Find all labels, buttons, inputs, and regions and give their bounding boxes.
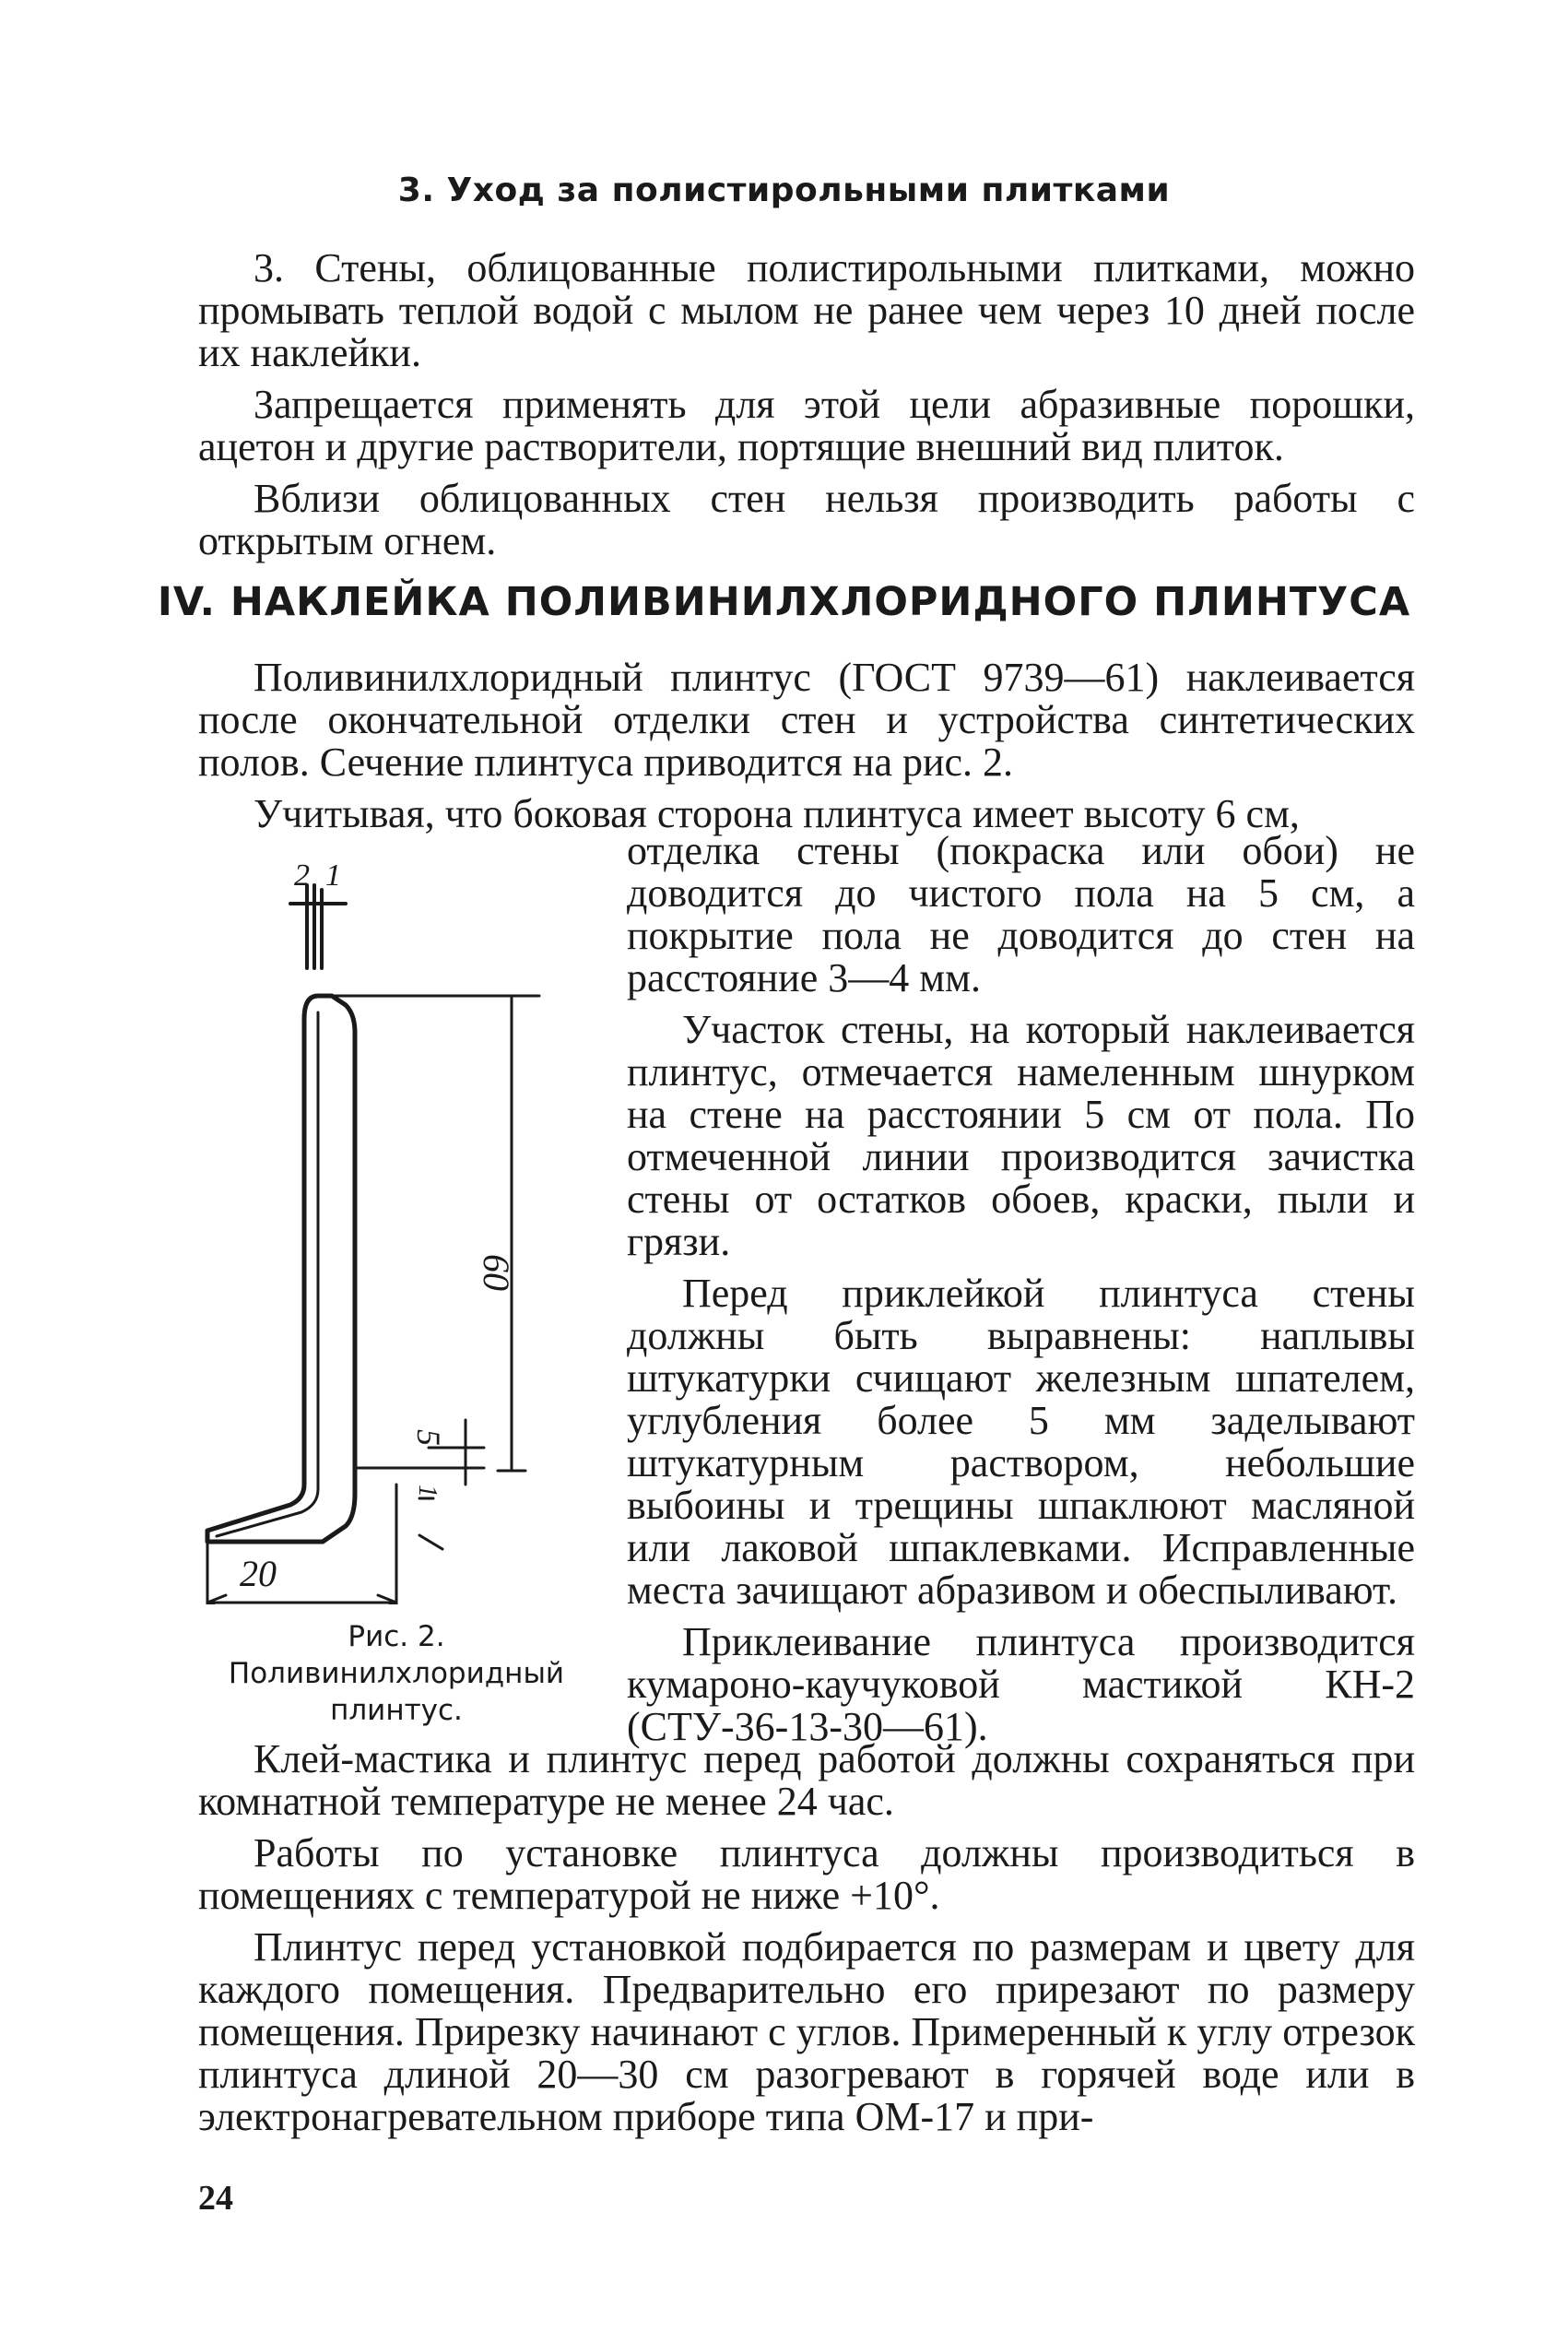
label-base-height: 5 xyxy=(410,1429,447,1446)
paragraph: отделка стены (покраска или обои) не доводится до чистого пола на 5 см, а покрытие пола не доводится до стен на расстояние 3—4 мм. xyxy=(627,828,1415,1000)
paragraph: Плинтус перед установкой подбирается по размерам и цвету для каждого помещения. Предварительно его прирезают по размеру помещения. Прирезку начинают с углов. Примеренный к углу отрезок плинтуса длиной 20—30 см разогревают в горячей воде или в электронагревательном приборе типа ОМ-17 и при- xyxy=(198,1924,1415,2139)
intro-text xyxy=(198,247,1415,572)
label-height: 60 xyxy=(476,1254,517,1291)
paragraph: Работы по установке плинтуса должны производиться в помещениях с температурой не ниже +10°. xyxy=(198,1830,1415,1918)
page-number: 24 xyxy=(198,2179,233,2218)
label-top-left: 2 xyxy=(294,858,310,893)
small-leader xyxy=(419,1535,442,1549)
section-text xyxy=(198,657,1415,845)
label-top-right: 1 xyxy=(325,858,341,893)
section-title: IV. НАКЛЕЙКА ПОЛИВИНИЛХЛОРИДНОГО ПЛИНТУСА xyxy=(157,579,1411,625)
paragraph: Приклеивание плинтуса производится кумароно-каучуковой мастикой КН-2 (СТУ-36-13-30—61). xyxy=(627,1619,1415,1749)
baseboard-cross-section-figure xyxy=(189,848,576,1604)
paragraph: 3. Стены, облицованные полистирольными плитками, можно промывать теплой водой с мылом не ранее чем через 10 дней после их наклейки. xyxy=(198,245,1415,375)
paragraph: Клей-мастика и плинтус перед работой должны сохраняться при комнатной температуре не менее 24 час. xyxy=(198,1736,1415,1824)
label-small: 1 xyxy=(413,1485,442,1497)
final-text xyxy=(198,1738,1415,2148)
paragraph: Учитывая, что боковая сторона плинтуса имеет высоту 6 см, xyxy=(253,791,1300,836)
label-width: 20 xyxy=(240,1553,277,1594)
subsection-title: 3. Уход за полистирольными плитками xyxy=(397,172,1171,209)
baseboard-profile xyxy=(207,996,355,1542)
paragraph: Запрещается применять для этой цели абразивные порошки, ацетон и другие растворители, портящие внешний вид плиток. xyxy=(198,382,1415,469)
paragraph: Перед приклейкой плинтуса стены должны быть выравнены: наплывы штукатурки счищают железным шпателем, углубления более 5 мм заделывают штукатурным раствором, небольшие выбоины и трещины шпаклюют масляной или лаковой шпаклевками. Исправленные места зачищают абразивом и обеспыливают. xyxy=(627,1271,1415,1613)
figure-caption: Рис. 2. Поливинилхлоридный плинтус. xyxy=(228,1620,565,1727)
baseboard-drawing xyxy=(189,848,576,1604)
paragraph: Участок стены, на который наклеивается плинтус, отмечается намеленным шнурком на стене на расстоянии 5 см от пола. По отмеченной линии производится зачистка стены от остатков обоев, краски, пыли и грязи. xyxy=(627,1007,1415,1264)
paragraph: Поливинилхлоридный плинтус (ГОСТ 9739—61) наклеивается после окончательной отделки стен и устройства синтетических полов. Сечение плинтуса приводится на рис. 2. xyxy=(198,655,1415,785)
paragraph: Вблизи облицованных стен нельзя производить работы с открытым огнем. xyxy=(198,476,1415,563)
side-text xyxy=(627,830,1415,1757)
